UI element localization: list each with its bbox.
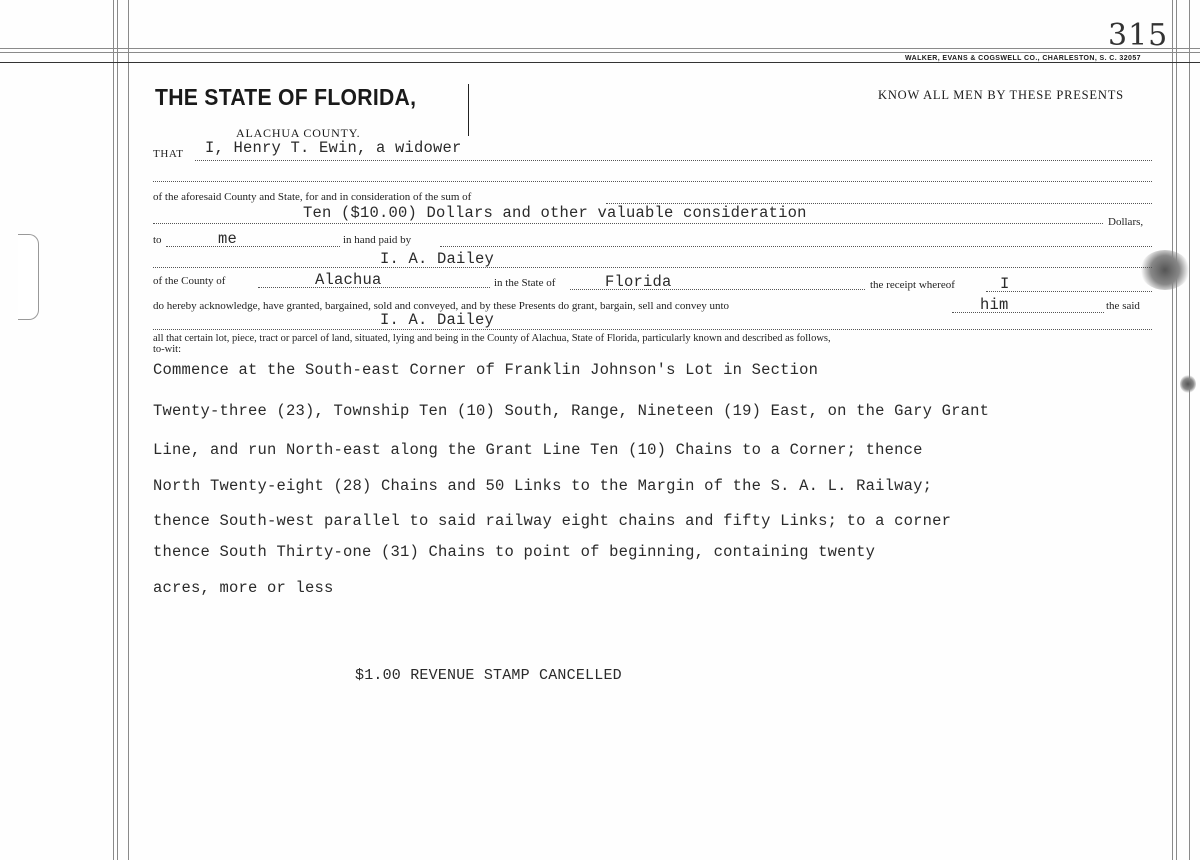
county-value: Alachua: [315, 271, 382, 289]
dollars-label: Dollars,: [1108, 216, 1144, 228]
binder-hole: [18, 234, 39, 320]
grantee-pronoun-line: [952, 312, 1104, 313]
consideration-line-2: [153, 223, 1103, 224]
payer-name: I. A. Dailey: [380, 250, 495, 268]
ink-smudge: [1140, 250, 1190, 290]
state-value: Florida: [605, 273, 672, 291]
description-line: Line, and run North-east along the Grant Line Ten (10) Chains to a Corner; thence: [153, 441, 923, 459]
title-brace: [468, 84, 469, 136]
printer-imprint: WALKER, EVANS & COGSWELL CO., CHARLESTON, S. C. 32057: [905, 55, 1141, 62]
description-line: acres, more or less: [153, 579, 334, 597]
ink-smudge: [1180, 375, 1196, 393]
receipt-value: I: [1000, 275, 1010, 293]
consideration-label: of the aforesaid County and State, for and in consideration of the sum of: [153, 191, 472, 203]
county-heading: ALACHUA COUNTY.: [236, 126, 361, 140]
county-label: of the County of: [153, 275, 226, 287]
paid-by-label: in hand paid by: [343, 234, 412, 246]
payer-line: [153, 267, 1152, 268]
to-label: to: [153, 234, 162, 246]
description-line: North Twenty-eight (28) Chains and 50 Links to the Margin of the S. A. L. Railway;: [153, 477, 933, 495]
state-label: in the State of: [494, 277, 556, 289]
to-value: me: [218, 230, 238, 248]
left-margin-rule-3: [128, 0, 129, 860]
top-rule: [0, 48, 1200, 49]
grantee-name: I. A. Dailey: [380, 311, 495, 329]
description-line: thence South Thirty-one (31) Chains to point of beginning, containing twenty: [153, 543, 876, 561]
right-margin-rule-inner: [1176, 0, 1177, 860]
grant-text: do hereby acknowledge, have granted, bargained, sold and conveyed, and by these Presents do grant, bargain, sell and convey unto: [153, 300, 730, 312]
to-line: [166, 246, 340, 247]
receipt-line: [986, 291, 1152, 292]
description-line: thence South-west parallel to said railway eight chains and fifty Links; to a corner: [153, 512, 952, 530]
document-title: THE STATE OF FLORIDA,: [155, 84, 417, 110]
left-margin-rule: [113, 0, 114, 860]
paid-by-line: [440, 246, 1152, 247]
consideration-value: Ten ($10.00) Dollars and other valuable consideration: [303, 204, 807, 222]
the-said-label: the said: [1106, 300, 1140, 312]
grantor-name: I, Henry T. Ewin, a widower: [205, 139, 462, 157]
top-rule-3: [0, 62, 1200, 63]
know-all-heading: KNOW ALL MEN BY THESE PRESENTS: [878, 88, 1124, 102]
that-label: THAT: [153, 148, 184, 160]
grantee-line: [153, 329, 1152, 330]
page-number: 315: [1108, 18, 1169, 53]
to-wit-label: to-wit:: [153, 344, 181, 355]
revenue-stamp-note: $1.00 REVENUE STAMP CANCELLED: [355, 667, 622, 684]
right-margin-rule-3: [1189, 0, 1190, 860]
receipt-label: the receipt whereof: [870, 279, 955, 291]
description-line: Commence at the South-east Corner of Franklin Johnson's Lot in Section: [153, 361, 819, 379]
right-margin-rule: [1172, 0, 1173, 860]
grantor-line: [195, 160, 1152, 161]
left-margin-rule-inner: [117, 0, 118, 860]
land-clause: all that certain lot, piece, tract or parcel of land, situated, lying and being in the County of Alachua, State of Florida, particularly known and described as follows,: [153, 333, 831, 344]
description-line: Twenty-three (23), Township Ten (10) South, Range, Nineteen (19) East, on the Gary Grant: [153, 402, 990, 420]
blank-line: [153, 181, 1152, 182]
grantee-pronoun: him: [980, 296, 1009, 314]
top-rule-inner: [0, 52, 1200, 53]
